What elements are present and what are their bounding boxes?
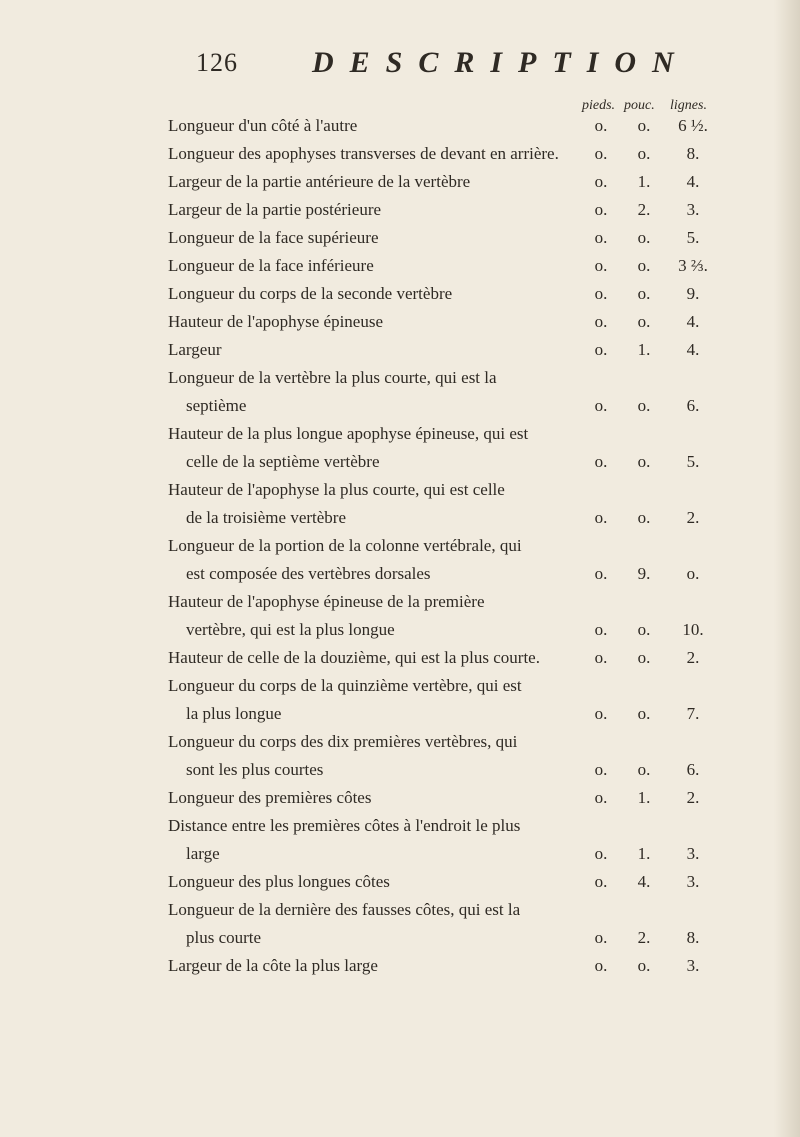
row-label-line1: Longueur du corps de la quinzième vertèbre, qui est <box>168 676 522 695</box>
row-label-line1: Largeur <box>168 340 222 359</box>
row-label-line1: Hauteur de l'apophyse épineuse <box>168 312 384 331</box>
value-pieds: o. <box>594 396 608 415</box>
value-pouc: o. <box>637 256 651 275</box>
row-label <box>168 476 578 532</box>
value-pieds: o. <box>594 144 608 163</box>
unit-lignes: lignes. <box>670 98 707 113</box>
row-label-line1: Longueur de la portion de la colonne vertébrale, qui <box>168 536 522 555</box>
value-lignes: 4. <box>686 172 700 191</box>
value-pieds: o. <box>594 788 608 807</box>
value-lignes: 4. <box>686 312 700 331</box>
row-label <box>168 868 578 896</box>
value-pieds: o. <box>594 116 608 135</box>
row-label <box>168 224 578 252</box>
row-label <box>168 252 578 280</box>
value-pieds: o. <box>594 172 608 191</box>
row-label-line1: Longueur de la vertèbre la plus courte, qui est la <box>168 368 497 387</box>
row-label-line2: la plus longue <box>186 704 282 723</box>
value-pouc: 9. <box>637 564 651 583</box>
value-pieds: o. <box>594 844 608 863</box>
table-row <box>0 420 800 476</box>
row-label-line1: Hauteur de l'apophyse la plus courte, qui est celle <box>168 480 505 499</box>
row-label-line1: Longueur de la face supérieure <box>168 228 379 247</box>
row-label-line1: Longueur du corps des dix premières vertèbres, qui <box>168 732 518 751</box>
value-lignes: 2. <box>686 508 700 527</box>
value-pouc: 2. <box>637 200 651 219</box>
row-label <box>168 812 578 868</box>
row-label <box>168 336 578 364</box>
value-lignes: 8. <box>686 144 700 163</box>
value-pieds: o. <box>594 452 608 471</box>
table-row <box>0 336 800 364</box>
row-label <box>168 364 578 420</box>
table-row <box>0 168 800 196</box>
value-lignes: 6. <box>686 760 700 779</box>
row-label <box>168 644 578 672</box>
row-label <box>168 140 578 168</box>
row-label <box>168 308 578 336</box>
value-pieds: o. <box>594 648 608 667</box>
value-pouc: o. <box>637 508 651 527</box>
value-lignes: 3. <box>686 956 700 975</box>
row-label <box>168 588 578 644</box>
row-label-line2: septième <box>186 396 247 415</box>
row-label <box>168 896 578 952</box>
value-lignes: 7. <box>686 704 700 723</box>
row-label <box>168 672 578 728</box>
value-pouc: 1. <box>637 340 651 359</box>
row-label-line1: Longueur des premières côtes <box>168 788 372 807</box>
row-label <box>168 196 578 224</box>
value-pouc: o. <box>637 284 651 303</box>
value-pieds: o. <box>594 340 608 359</box>
value-lignes: 2. <box>686 648 700 667</box>
table-row <box>0 896 800 952</box>
row-label-line1: Hauteur de celle de la douzième, qui est la plus courte. <box>168 648 540 667</box>
value-lignes: 6 ½. <box>678 116 708 135</box>
table-row <box>0 364 800 420</box>
row-label-line1: Longueur du corps de la seconde vertèbre <box>168 284 453 303</box>
row-label-line2: sont les plus courtes <box>186 760 324 779</box>
value-pouc: o. <box>637 312 651 331</box>
value-pouc: o. <box>637 620 651 639</box>
row-label-line1: Longueur de la face inférieure <box>168 256 374 275</box>
row-label-line2: de la troisième vertèbre <box>186 508 347 527</box>
row-label-line2: celle de la septième vertèbre <box>186 452 380 471</box>
page-header <box>196 48 756 88</box>
row-label-line2: vertèbre, qui est la plus longue <box>186 620 395 639</box>
value-pouc: 2. <box>637 928 651 947</box>
value-pieds: o. <box>594 312 608 331</box>
value-pouc: o. <box>637 956 651 975</box>
value-lignes: 3 ⅔. <box>678 256 708 275</box>
row-label-line1: Longueur des apophyses transverses de devant en arrière. <box>168 144 559 163</box>
table-row <box>0 952 800 980</box>
value-pouc: o. <box>637 116 651 135</box>
row-label <box>168 952 578 980</box>
row-label <box>168 728 578 784</box>
table-row <box>0 588 800 644</box>
row-label-line1: Longueur d'un côté à l'autre <box>168 116 358 135</box>
table-row <box>0 532 800 588</box>
running-title: DESCRIPTION <box>312 46 690 79</box>
unit-pouc: pouc. <box>624 98 655 113</box>
row-label-line1: Hauteur de l'apophyse épineuse de la première <box>168 592 485 611</box>
value-pouc: 1. <box>637 172 651 191</box>
value-lignes: 4. <box>686 340 700 359</box>
table-row <box>0 868 800 896</box>
value-pieds: o. <box>594 256 608 275</box>
value-pouc: o. <box>637 704 651 723</box>
value-lignes: 5. <box>686 228 700 247</box>
value-lignes: 3. <box>686 872 700 891</box>
value-lignes: 5. <box>686 452 700 471</box>
row-label-line1: Longueur des plus longues côtes <box>168 872 390 891</box>
table-row <box>0 280 800 308</box>
table-row <box>0 140 800 168</box>
page-number: 126 <box>196 48 238 77</box>
value-pieds: o. <box>594 956 608 975</box>
value-pouc: o. <box>637 452 651 471</box>
value-lignes: o. <box>686 564 700 583</box>
value-lignes: 9. <box>686 284 700 303</box>
value-pieds: o. <box>594 564 608 583</box>
value-pieds: o. <box>594 704 608 723</box>
table-row <box>0 252 800 280</box>
value-pieds: o. <box>594 284 608 303</box>
row-label <box>168 168 578 196</box>
row-label <box>168 420 578 476</box>
table-row <box>0 672 800 728</box>
row-label <box>168 532 578 588</box>
table-row <box>0 224 800 252</box>
value-pouc: 1. <box>637 788 651 807</box>
row-label-line1: Longueur de la dernière des fausses côtes, qui est la <box>168 900 521 919</box>
row-label-line1: Distance entre les premières côtes à l'endroit le plus <box>168 816 521 835</box>
table-row <box>0 812 800 868</box>
value-pouc: o. <box>637 228 651 247</box>
table-row <box>0 728 800 784</box>
value-pieds: o. <box>594 228 608 247</box>
value-pieds: o. <box>594 760 608 779</box>
row-label <box>168 280 578 308</box>
value-pieds: o. <box>594 620 608 639</box>
row-label-line1: Largeur de la partie postérieure <box>168 200 382 219</box>
value-lignes: 6. <box>686 396 700 415</box>
value-pieds: o. <box>594 508 608 527</box>
value-pouc: 1. <box>637 844 651 863</box>
row-label-line1: Hauteur de la plus longue apophyse épineuse, qui est <box>168 424 529 443</box>
unit-pieds: pieds. <box>582 98 616 113</box>
value-pieds: o. <box>594 928 608 947</box>
row-label <box>168 784 578 812</box>
value-lignes: 10. <box>682 620 704 639</box>
table-row <box>0 196 800 224</box>
table-row <box>0 476 800 532</box>
value-pieds: o. <box>594 200 608 219</box>
value-pouc: o. <box>637 396 651 415</box>
value-pouc: 4. <box>637 872 651 891</box>
value-pouc: o. <box>637 760 651 779</box>
row-label-line2: plus courte <box>186 928 262 947</box>
table-row <box>0 644 800 672</box>
value-pieds: o. <box>594 872 608 891</box>
value-pouc: o. <box>637 144 651 163</box>
row-label <box>168 112 578 140</box>
row-label-line2: large <box>186 844 220 863</box>
value-lignes: 3. <box>686 200 700 219</box>
measurement-table <box>0 112 800 980</box>
row-label-line1: Largeur de la côte la plus large <box>168 956 378 975</box>
row-label-line1: Largeur de la partie antérieure de la vertèbre <box>168 172 471 191</box>
row-label-line2: est composée des vertèbres dorsales <box>186 564 431 583</box>
table-row <box>0 784 800 812</box>
table-row <box>0 112 800 140</box>
value-lignes: 8. <box>686 928 700 947</box>
value-lignes: 2. <box>686 788 700 807</box>
value-lignes: 3. <box>686 844 700 863</box>
value-pouc: o. <box>637 648 651 667</box>
table-row <box>0 308 800 336</box>
